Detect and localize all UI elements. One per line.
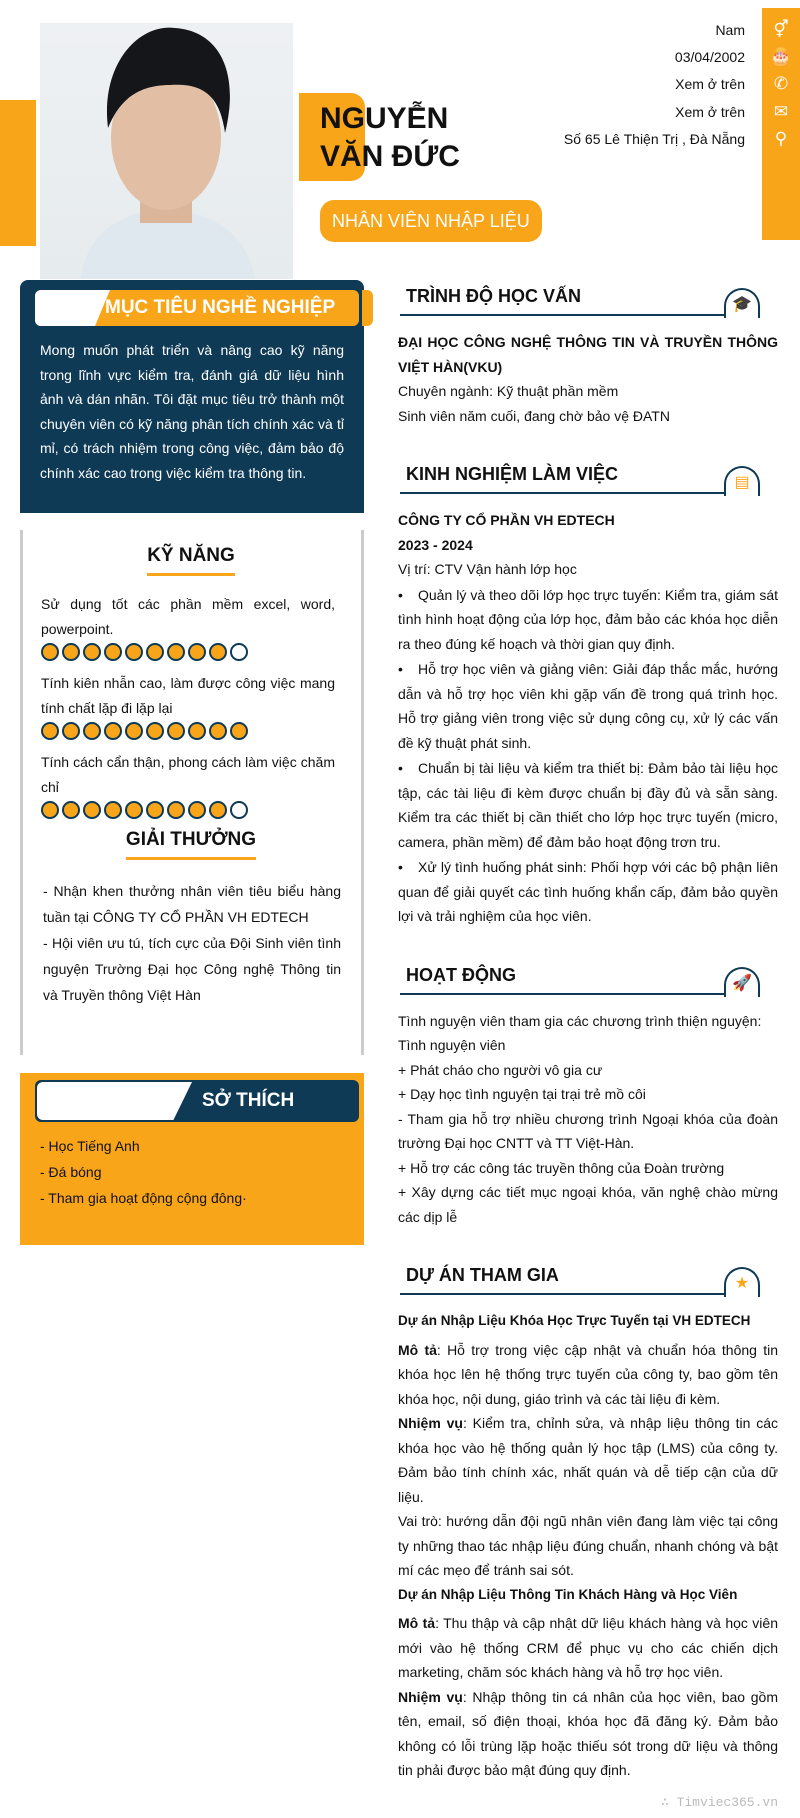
text: : Nhập thông tin cá nhân của học viên, bao gồm tên, email, số điện thoại, khóa học đã đăng ký. Đảm bảo không có lỗi trùng lặp hoặc thiếu sót trong dữ liệu và thông tin phải được bảo mật đúng quy định.	[398, 1688, 778, 1778]
school-name: ĐẠI HỌC CÔNG NGHỆ THÔNG TIN VÀ TRUYỀN THÔNG VIỆT HÀN(VKU)	[398, 334, 778, 375]
activity-line: + Dạy học tình nguyện tại trại trẻ mồ côi	[398, 1086, 646, 1102]
activity-line: Tình nguyện viên tham gia các chương trình thiện nguyện:	[398, 1012, 762, 1029]
label: Mô tả	[398, 1341, 437, 1358]
activity-line: + Xây dựng các tiết mục ngoại khóa, văn nghệ chào mừng các dịp lễ	[398, 1184, 778, 1225]
text: : Kiểm tra, chỉnh sửa, và nhập liệu thông tin các khóa học vào hệ thống quản lý học tập (LMS) của công ty. Đảm bảo tính chính xác, nhất quán và dễ tiếp cận của dữ liệu.	[398, 1415, 778, 1505]
bullet-icon: •	[398, 859, 403, 875]
position: Vị trí: CTV Vận hành lớp học	[398, 561, 577, 577]
section-title: MỤC TIÊU NGHỀ NGHIỆP	[105, 297, 336, 318]
rating-dot	[62, 643, 80, 661]
skill-text: Sử dụng tốt các phần mềm excel, word, powerpoint.	[41, 596, 335, 637]
project-description	[398, 1611, 778, 1685]
phone-icon: ✆	[773, 74, 789, 93]
career-goal-text: Mong muốn phát triển và nâng cao kỹ năng trong lĩnh vực kiểm tra, đánh giá dữ liệu hình ảnh và dán nhãn. Tôi đặt mục tiêu trở thành một chuyên viên có kỹ năng phân tích chính xác và tỉ mỉ, có trách nhiệm trong công việc, đảm bảo độ chính xác cao trong việc kiểm tra thông tin.	[40, 342, 344, 481]
bullet-text: Hỗ trợ học viên và giảng viên: Giải đáp thắc mắc, hướng dẫn và hỗ trợ học viên khi gặp vấn đề trong quá trình học. Hỗ trợ giảng viên trong việc sử dụng công cụ, xử lý các vấn đề kỹ thuật phát sinh.	[398, 661, 778, 751]
birthday-cake-icon: 🎂	[770, 47, 792, 66]
activity-line: - Tham gia hỗ trợ nhiều chương trình Ngoại khóa của đoàn trường Đại học CNTT và TT Việt-Hàn.	[398, 1110, 778, 1151]
rating-dot	[104, 722, 122, 740]
watermark: ∴ Timviec365.vn	[660, 1795, 778, 1810]
skill-text: Tính cách cẩn thận, phong cách làm việc chăm chỉ	[41, 754, 335, 795]
experience-bullet	[398, 756, 778, 854]
activities-section	[398, 961, 778, 1230]
job-title-badge: NHÂN VIÊN NHẬP LIỆU	[320, 200, 542, 242]
section-title: SỞ THÍCH	[202, 1090, 295, 1111]
contact-value: Xem ở trên	[675, 76, 745, 92]
contact-value: Nam	[715, 22, 745, 38]
bullet-icon: •	[398, 586, 403, 603]
skills-awards-section	[20, 530, 364, 1055]
hobby-item: - Tham gia hoạt động cộng đông·	[40, 1190, 247, 1206]
rating-dot	[62, 722, 80, 740]
rating-dot	[209, 801, 227, 819]
education-section	[398, 282, 778, 428]
bullet-text: Quản lý và theo dõi lớp học trực tuyến: Kiểm tra, giám sát tình hình hoạt động của lớp học, đảm bảo các khóa học diễn ra theo đúng kế hoạch và thời gian quy định.	[398, 586, 778, 652]
skills-title: KỸ NĂNG	[147, 545, 235, 576]
rating-dot	[230, 801, 248, 819]
award-item: - Hội viên ưu tú, tích cực của Đội Sinh viên tình nguyện Trường Đại học Công nghệ Thông tin và Truyền thông Việt Hàn	[43, 935, 341, 1003]
bullet-text: Chuẩn bị tài liệu và kiểm tra thiết bị: Đảm bảo tài liệu học tập, các tài liệu đi kèm được chuẩn bị đầy đủ và sẵn sàng. Kiểm tra các thiết bị cần thiết cho lớp học trực tuyến (micro, camera, phần mềm) để đảm bảo hoạt động trơn tru.	[398, 760, 778, 850]
rating-dot	[125, 722, 143, 740]
text: : Thu thập và cập nhật dữ liệu khách hàng và học viên mới vào hệ thống CRM để phục vụ cho các chiến dịch marketing, chăm sóc khách hàng và hỗ trợ học viên.	[398, 1615, 778, 1680]
rating-dot	[104, 801, 122, 819]
email-icon: ✉	[773, 102, 789, 121]
study-status: Sinh viên năm cuối, đang chờ bảo vệ ĐATN	[398, 407, 670, 424]
rating-dot	[188, 801, 206, 819]
decor-left-tab	[0, 100, 36, 246]
rating-dot	[146, 643, 164, 661]
hobby-item: - Đá bóng	[40, 1164, 102, 1180]
label: Nhiệm vụ	[398, 1688, 463, 1705]
section-header-bar	[35, 290, 359, 326]
rating-dot	[41, 722, 59, 740]
project-name: Dự án Nhập Liệu Khóa Học Trực Tuyến tại VH EDTECH	[398, 1313, 751, 1328]
rating-dot	[167, 722, 185, 740]
rating-dot	[83, 643, 101, 661]
project-task	[398, 1411, 778, 1509]
experience-bullet	[398, 657, 778, 755]
skill-rating	[41, 643, 341, 661]
rating-dot	[188, 643, 206, 661]
rating-dot	[188, 722, 206, 740]
rating-dot	[125, 801, 143, 819]
projects-section	[398, 1261, 778, 1783]
skill-rating	[41, 722, 341, 740]
rating-dot	[146, 801, 164, 819]
skill-rating	[41, 801, 341, 819]
work-period: 2023 - 2024	[398, 536, 473, 553]
career-goal-section	[20, 280, 364, 513]
location-icon: ⚲	[774, 129, 788, 148]
activity-line: + Phát cháo cho người vô gia cư	[398, 1061, 603, 1078]
company-name: CÔNG TY CỔ PHẦN VH EDTECH	[398, 512, 615, 528]
briefcase-icon: ▤	[724, 466, 760, 496]
rating-dot	[41, 801, 59, 819]
rating-dot	[167, 643, 185, 661]
activity-line: Tình nguyện viên	[398, 1037, 506, 1053]
rating-dot	[146, 722, 164, 740]
contact-value: 03/04/2002	[674, 49, 745, 65]
rating-dot	[104, 643, 122, 661]
project-task	[398, 1685, 778, 1783]
project-description	[398, 1338, 778, 1412]
rocket-icon: 🚀	[724, 967, 760, 997]
folder-star-icon: ★	[724, 1267, 760, 1297]
major: Chuyên ngành: Kỹ thuật phần mềm	[398, 383, 619, 399]
rating-dot	[125, 643, 143, 661]
profile-photo	[40, 23, 293, 279]
rating-dot	[41, 643, 59, 661]
contact-icon-bar	[762, 8, 800, 240]
candidate-name	[320, 100, 460, 176]
person-photo-icon	[40, 23, 293, 279]
contact-value: Xem ở trên	[675, 104, 745, 120]
project-name: Dự án Nhập Liệu Thông Tin Khách Hàng và Học Viên	[398, 1586, 738, 1602]
label: Nhiệm vụ	[398, 1415, 463, 1431]
rating-dot	[230, 722, 248, 740]
label: Mô tả	[398, 1615, 436, 1631]
skill-text: Tính kiên nhẫn cao, làm được công việc mang tính chất lặp đi lặp lại	[41, 675, 335, 716]
text: : Hỗ trợ trong việc cập nhật và chuẩn hóa thông tin khóa học lên hệ thống trực tuyến của công ty, bao gồm tên khóa học, nội dung, giáo trình và các tài liệu đi kèm.	[398, 1341, 778, 1407]
bullet-icon: •	[398, 760, 403, 776]
section-title: DỰ ÁN THAM GIA	[406, 1265, 559, 1285]
rating-dot	[230, 643, 248, 661]
rating-dot	[209, 722, 227, 740]
award-item: - Nhận khen thưởng nhân viên tiêu biểu hàng tuần tại CÔNG TY CỔ PHẦN VH EDTECH	[43, 883, 341, 925]
hobbies-section	[20, 1073, 364, 1245]
rating-dot	[83, 722, 101, 740]
section-title: TRÌNH ĐỘ HỌC VẤN	[406, 286, 581, 306]
experience-section	[398, 460, 778, 929]
experience-bullet	[398, 583, 778, 657]
graduation-cap-icon: 🎓	[724, 288, 760, 318]
bullet-icon: •	[398, 661, 403, 677]
project-role: Vai trò: hướng dẫn đội ngũ nhân viên đang làm việc tại công ty những thao tác nhập liệu đúng chuẩn, nhanh chóng và bật mí các mẹo để tránh sai sót.	[398, 1513, 778, 1578]
gender-icon: ⚥	[773, 20, 789, 39]
name-line-1: NGUYỄN	[320, 102, 449, 135]
name-line-2: VĂN ĐỨC	[320, 140, 460, 173]
awards-title: GIẢI THƯỞNG	[126, 829, 256, 860]
experience-bullet	[398, 855, 778, 929]
contact-value: Số 65 Lê Thiện Trị , Đà Nẵng	[563, 131, 745, 147]
bullet-text: Xử lý tình huống phát sinh: Phối hợp với các bộ phận liên quan để giải quyết các tình huống khẩn cấp, đảm bảo quyền lợi và trải nghiệm của học viên.	[398, 859, 778, 924]
section-header-bar	[35, 1080, 359, 1122]
main-column	[398, 282, 778, 1783]
hobby-item: - Học Tiếng Anh	[40, 1138, 140, 1154]
rating-dot	[83, 801, 101, 819]
rating-dot	[62, 801, 80, 819]
section-title: KINH NGHIỆM LÀM VIỆC	[406, 464, 619, 484]
rating-dot	[167, 801, 185, 819]
section-title: HOẠT ĐỘNG	[406, 964, 516, 985]
activity-line: + Hỗ trợ các công tác truyền thông của Đoàn trường	[398, 1159, 725, 1176]
rating-dot	[209, 643, 227, 661]
